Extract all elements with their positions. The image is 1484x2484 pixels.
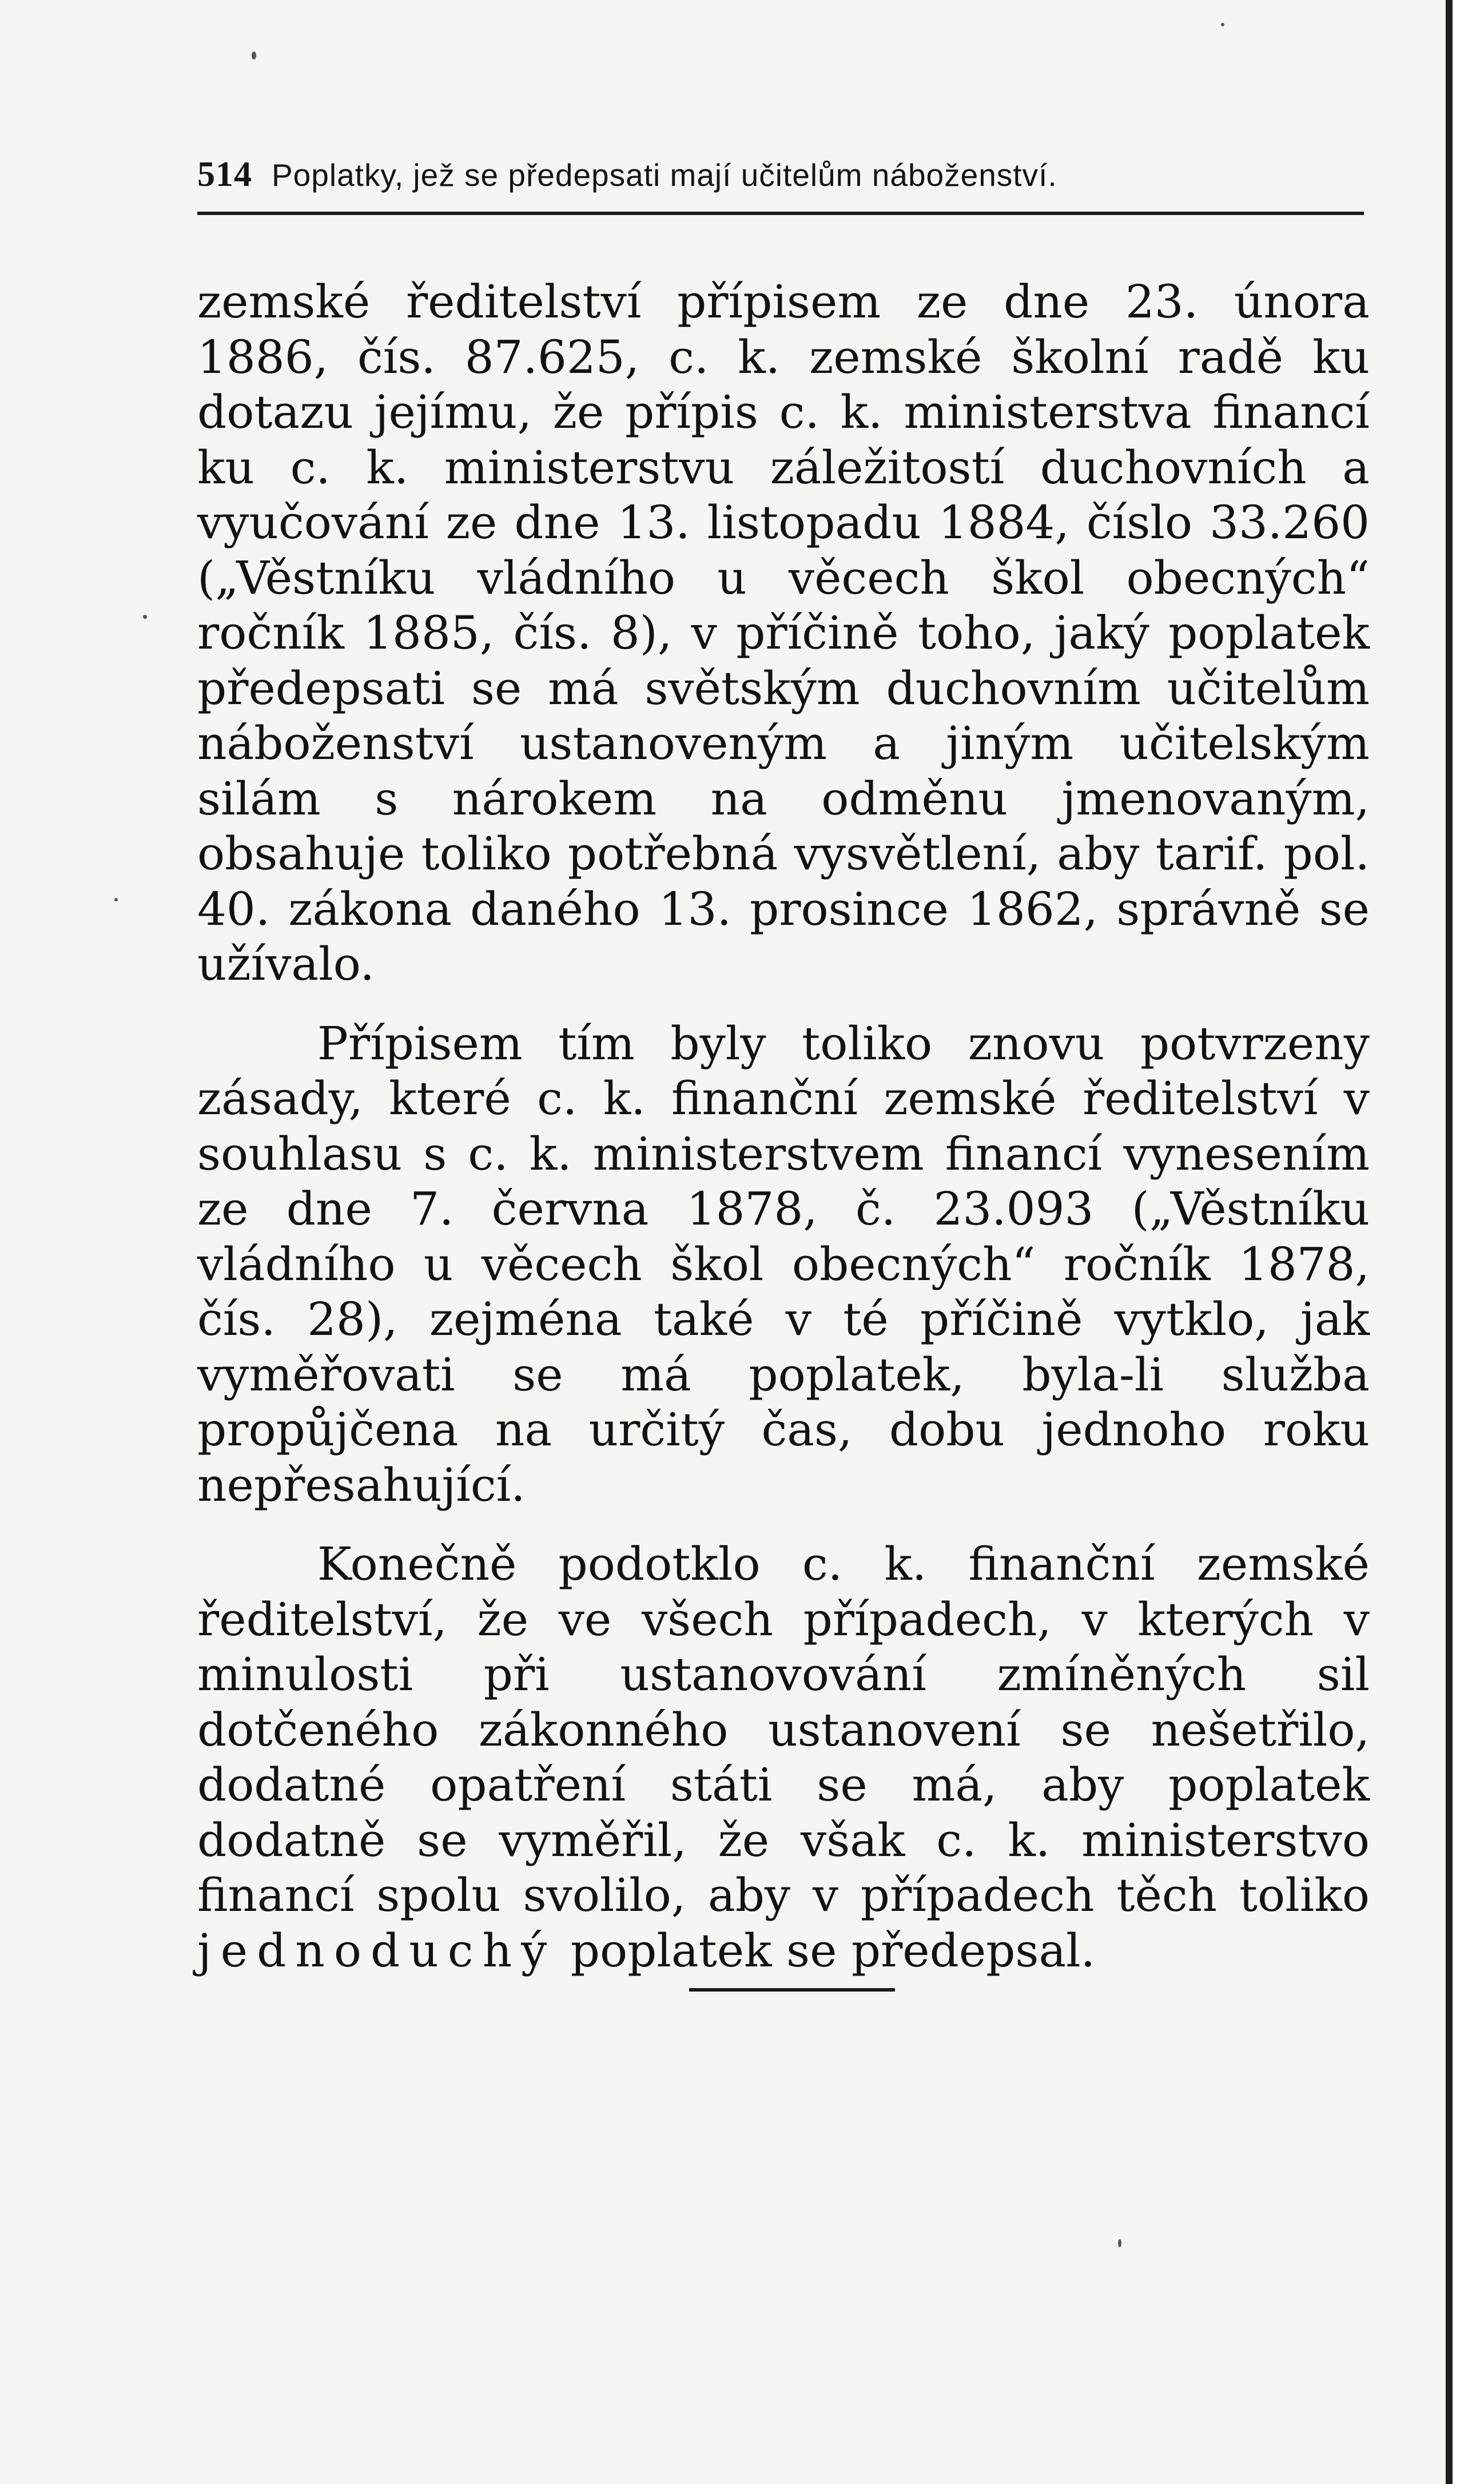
header-rule bbox=[197, 212, 1364, 215]
page-number: 514 bbox=[197, 155, 252, 194]
paper-speck bbox=[1221, 23, 1224, 26]
body-text bbox=[197, 275, 1370, 1978]
running-title: Poplatky, jež se předepsati mají učitelům náboženství. bbox=[272, 157, 1057, 193]
paper-speck bbox=[1118, 2239, 1121, 2247]
paragraph-2: Přípisem tím byly toliko znovu potvrzeny zásady, které c. k. finanční zemské ředitelství v souhlasu s c. k. ministerstvem financí vynesením ze dne 7. června 1878, č. 23.093 („Věstníku vládního u věcech škol obecných“ ročník 1878, čís. 28), zejména také v té příčině vytklo, jak vyměřovati se má poplatek, byla-li služba propůjčena na určitý čas, dobu jednoho roku nepřesahující. bbox=[197, 1016, 1370, 1512]
paragraph-3-text-end: poplatek se předepsal. bbox=[556, 1923, 1096, 1977]
paper-speck bbox=[114, 898, 118, 901]
paragraph-1: zemské ředitelství přípisem ze dne 23. února 1886, čís. 87.625, c. k. zemské školní radě ku dotazu jejímu, že přípis c. k. ministerstva financí ku c. k. ministerstvu záležitostí duchovních a vyučování ze dne 13. listopadu 1884, číslo 33.260 („Věstníku vládního u věcech škol obecných“ ročník 1885, čís. 8), v příčině toho, jaký poplatek předepsati se má světským duchovním učitelům náboženství ustanoveným a jiným učitelským silám s nárokem na odměnu jmenovaným, obsahuje toliko potřebná vysvětlení, aby tarif. pol. 40. zákona daného 13. prosince 1862, správně se užívalo. bbox=[197, 275, 1370, 991]
paragraph-3 bbox=[197, 1537, 1370, 1978]
paragraph-3-text-start: Konečně podotklo c. k. finanční zemské ředitelství, že ve všech případech, v kterých v minulosti při ustanovování zmíněných sil dotčeného zákonného ustanovení se nešetřilo, dodatné opatření státi se má, aby poplatek dodatně se vyměřil, že však c. k. ministerstvo financí spolu svolilo, aby v případech těch toliko bbox=[197, 1537, 1370, 1922]
emphasized-word: jednoduchý bbox=[197, 1923, 556, 1977]
paper-speck bbox=[143, 615, 147, 619]
scan-margin bbox=[1453, 0, 1484, 2484]
paper-speck bbox=[252, 51, 256, 59]
end-rule bbox=[689, 1988, 895, 1992]
running-header bbox=[197, 154, 1364, 195]
